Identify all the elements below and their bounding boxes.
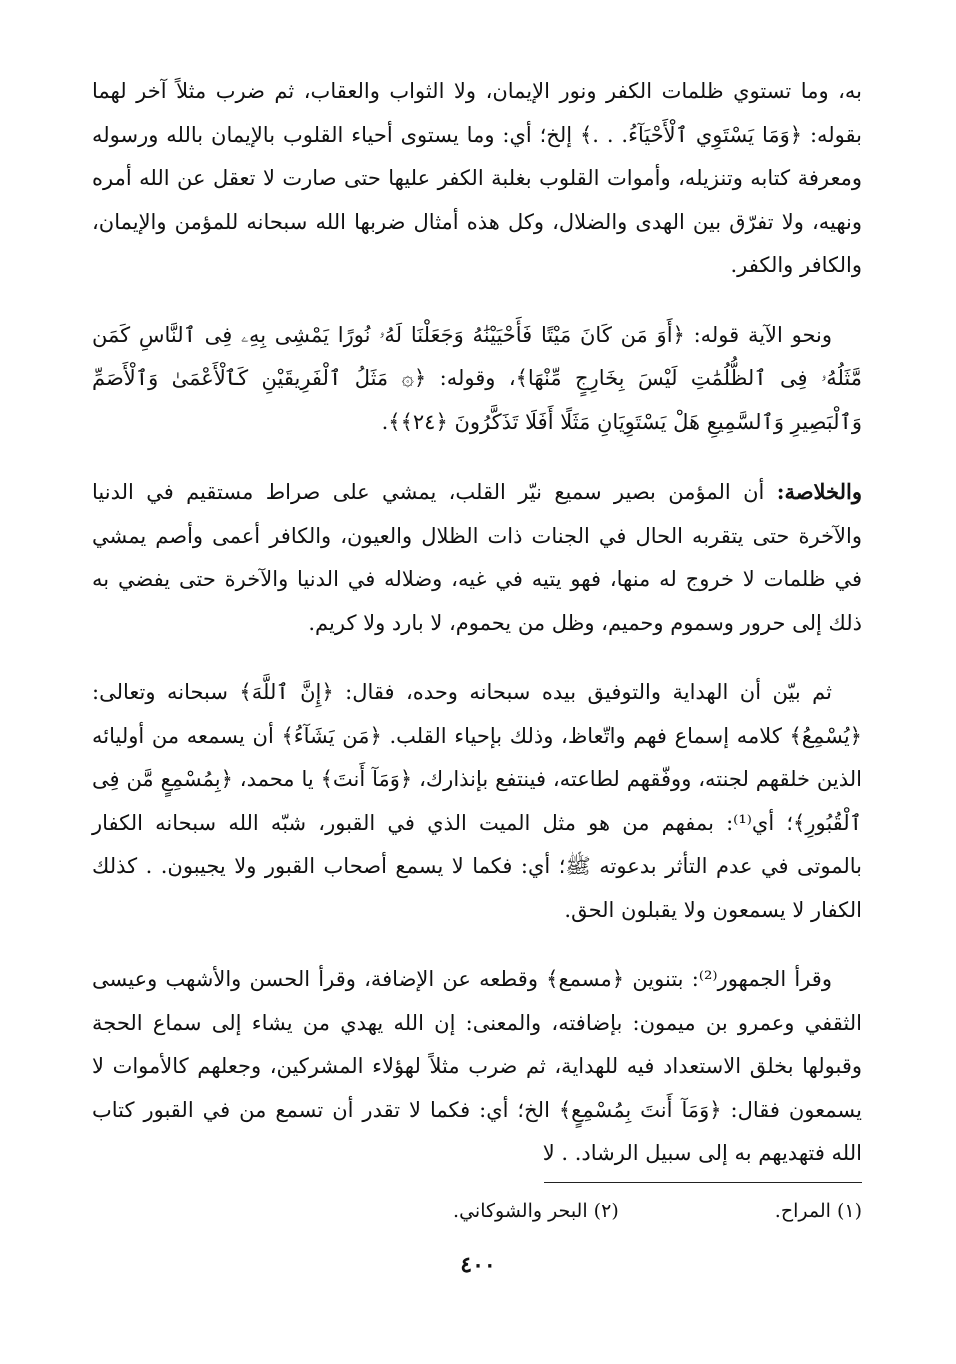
page-body (92, 70, 862, 1202)
summary-heading: والخلاصة: (776, 479, 862, 504)
paragraph-4-text: ثم بيّن أن الهداية والتوفيق بيده سبحانه وحده، فقال: ﴿إِنَّ ٱللَّهَ﴾ سبحانه وتعالى: ﴿يُسْمِعُ﴾ كلامه إسماع فهم واتّعاظ، وذلك بإحياء القلب. ﴿مَن يَشَآءُ﴾ أن يسمعه من أوليائه الذين خلقهم لجنته، ووفّقهم لطاعته، فينتفع بإنذارك، ﴿وَمَآ أَنتَ﴾ يا محمد، ﴿بِمُسْمِعٍ مَّن فِى ٱلْقُبُورِ﴾؛ أي⁽¹⁾: بمفهم من هو مثل الميت الذي في القبور، شبّه الله سبحانه الكفار بالموتى في عدم التأثر بدعوته ﷺ؛ أي: فكما لا يسمع أصحاب القبور ولا يجيبون. . كذلك الكفار لا يسمعون ولا يقبلون الحق. (92, 680, 862, 922)
paragraph-5 (92, 958, 862, 1176)
paragraph-2 (92, 314, 862, 445)
page-number: ٤٠٠ (460, 1252, 496, 1278)
paragraph-2-text: ونحو الآية قوله: ﴿أَوَ مَن كَانَ مَيْتًا فَأَحْيَيْنَٰهُ وَجَعَلْنَا لَهُۥ نُورًا يَمْشِى بِهِۦ فِى ٱلنَّاسِ كَمَن مَّثَلُهُۥ فِى ٱلظُّلُمَٰتِ لَيْسَ بِخَارِجٍ مِّنْهَا﴾، وقوله: ﴿۞ مَثَلُ ٱلْفَرِيقَيْنِ كَٱلْأَعْمَىٰ وَٱلْأَصَمِّ وَٱلْبَصِيرِ وَٱلسَّمِيعِ هَلْ يَسْتَوِيَانِ مَثَلًا أَفَلَا تَذَكَّرُونَ ﴿٢٤﴾﴾. (92, 322, 862, 434)
footnote-2: (٢) البحر والشوكاني. (453, 1200, 619, 1222)
paragraph-1-text: به، وما تستوي ظلمات الكفر ونور الإيمان، ولا الثواب والعقاب، ثم ضرب مثلاً آخر لهما بقوله: ﴿وَمَا يَسْتَوِي ٱلْأَحْيَآءُ. . .﴾ إلخ؛ أي: وما يستوى أحياء القلوب بالإيمان بالله ورسوله ومعرفة كتابه وتنزيله، وأموات القلوب بغلبة الكفر عليها حتى صارت لا تعقل عن الله أمره ونهيه، ولا تفرّق بين الهدى والضلال، وكل هذه أمثال ضربها الله سبحانه للمؤمن والإيمان، والكافر والكفر. (92, 79, 862, 277)
footnotes (262, 1196, 862, 1226)
footnote-divider (544, 1182, 862, 1183)
paragraph-5-text: وقرأ الجمهور⁽²⁾: بتنوين ﴿مسمع﴾ وقطعه عن الإضافة، وقرأ الحسن والأشهب وعيسى الثقفي وعمرو بن ميمون: بإضافته، والمعنى: إن الله يهدي من يشاء إلى سماع الحجة وقبولها بخلق الاستعداد فيه للهداية، ثم ضرب مثلاً لهؤلاء المشركين، وجعلهم كالأموات لا يسمعون فقال: ﴿وَمَآ أَنتَ بِمُسْمِعٍ﴾ الخ؛ أي: فكما لا تقدر أن تسمع من في القبور كتاب الله فتهديهم به إلى سبيل الرشاد. . لا (92, 967, 862, 1165)
paragraph-3 (92, 470, 862, 645)
paragraph-4 (92, 671, 862, 932)
paragraph-1 (92, 70, 862, 288)
footnote-1: (١) المراح. (774, 1200, 862, 1222)
paragraph-3-text: أن المؤمن بصير سميع نيّر القلب، يمشي على صراط مستقيم في الدنيا والآخرة حتى يتقربه الحال في الجنات ذات الظلال والعيون، والكافر أعمى وأصم يمشي في ظلمات لا خروج له منها، فهو يتيه في غيه، وضلاله في الدنيا والآخرة حتى يفضي به ذلك إلى حرور وسموم وحميم، وظل من يحموم، لا بارد ولا كريم. (92, 480, 862, 635)
